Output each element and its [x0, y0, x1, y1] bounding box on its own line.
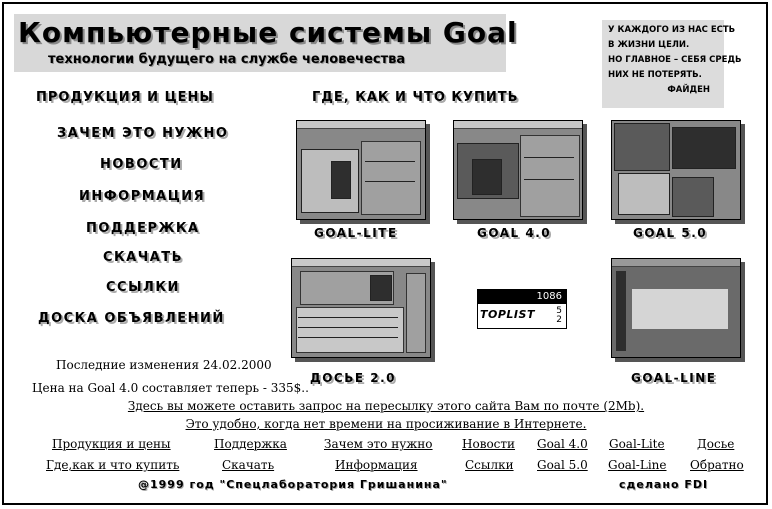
nav-link-download[interactable]: Скачать [222, 458, 275, 472]
site-title: Компьютерные системы Goal [18, 16, 518, 49]
mail-request-link[interactable]: Здесь вы можете оставить запрос на пересылку этого сайта Вам по почте (2Mb). [127, 399, 645, 413]
goal-5-screenshot[interactable] [611, 120, 741, 220]
quote-line: НО ГЛАВНОЕ – СЕБЯ СРЕДЬ [608, 55, 742, 65]
toplist-value: 5 [556, 306, 562, 316]
site-subtitle: технологии будущего на службе человечества [48, 52, 406, 67]
offline-notice [0, 417, 772, 431]
heading-products-prices[interactable]: ПРОДУКЦИЯ И ЦЕНЫ [36, 90, 214, 105]
toplist-value: 2 [556, 315, 562, 325]
nav-link-info[interactable]: Информация [335, 458, 418, 472]
quote-line: У КАЖДОГО ИЗ НАС ЕСТЬ [608, 25, 736, 35]
nav-link-goal-4[interactable]: Goal 4.0 [537, 437, 588, 451]
quote-line: В ЖИЗНИ ЦЕЛИ. [608, 40, 690, 50]
made-by: сделано FDI [619, 478, 709, 491]
heading-where-to-buy[interactable]: ГДЕ, КАК И ЧТО КУПИТЬ [312, 90, 519, 105]
nav-link-back[interactable]: Обратно [690, 458, 744, 472]
price-note: Цена на Goal 4.0 составляет теперь - 335$.. [32, 381, 309, 395]
nav-link-why[interactable]: Зачем это нужно [324, 437, 433, 451]
copyright: @1999 год "Спецлаборатория Гришанина" [138, 478, 448, 491]
menu-item-board[interactable]: ДОСКА ОБЪЯВЛЕНИЙ [38, 311, 225, 326]
menu-item-links[interactable]: ССЫЛКИ [106, 280, 180, 295]
nav-link-links[interactable]: Ссылки [465, 458, 514, 472]
dossier-screenshot[interactable] [291, 258, 431, 358]
nav-link-products[interactable]: Продукция и цены [52, 437, 171, 451]
product-dossier[interactable]: ДОСЬЕ 2.0 [310, 371, 396, 385]
product-goal-line[interactable]: GOAL-LINE [631, 371, 717, 385]
mail-request-notice [0, 399, 772, 413]
nav-link-dossier[interactable]: Досье [697, 437, 735, 451]
product-goal-lite[interactable]: GOAL-LITE [314, 226, 398, 240]
quote-box [602, 20, 742, 108]
product-goal-4[interactable]: GOAL 4.0 [477, 226, 552, 240]
offline-link[interactable]: Это удобно, когда нет времени на просиживание в Интернете. [185, 417, 587, 431]
quote-line: НИХ НЕ ПОТЕРЯТЬ. [608, 70, 702, 80]
menu-item-news[interactable]: НОВОСТИ [100, 157, 183, 172]
toplist-count: 1086 [536, 291, 562, 302]
nav-link-goal-5[interactable]: Goal 5.0 [537, 458, 588, 472]
nav-link-goal-lite[interactable]: Goal-Lite [609, 437, 665, 451]
goal-lite-screenshot[interactable] [296, 120, 426, 220]
goal-4-screenshot[interactable] [453, 120, 583, 220]
toplist-counter[interactable] [477, 289, 567, 329]
toplist-logo: TOPLIST [480, 308, 535, 321]
quote-author: ФАЙДЕН [667, 85, 710, 95]
menu-item-info[interactable]: ИНФОРМАЦИЯ [79, 189, 206, 204]
menu-item-download[interactable]: СКАЧАТЬ [103, 250, 184, 265]
menu-item-why[interactable]: ЗАЧЕМ ЭТО НУЖНО [57, 126, 229, 141]
goal-line-screenshot[interactable] [611, 258, 741, 358]
title-banner [14, 14, 518, 72]
product-goal-5[interactable]: GOAL 5.0 [633, 226, 708, 240]
last-updated: Последние изменения 24.02.2000 [56, 358, 272, 372]
nav-link-news[interactable]: Новости [462, 437, 516, 451]
nav-link-where-to-buy[interactable]: Где,как и что купить [46, 458, 180, 472]
nav-link-goal-line[interactable]: Goal-Line [608, 458, 667, 472]
nav-link-support[interactable]: Поддержка [214, 437, 287, 451]
menu-item-support[interactable]: ПОДДЕРЖКА [86, 221, 200, 236]
